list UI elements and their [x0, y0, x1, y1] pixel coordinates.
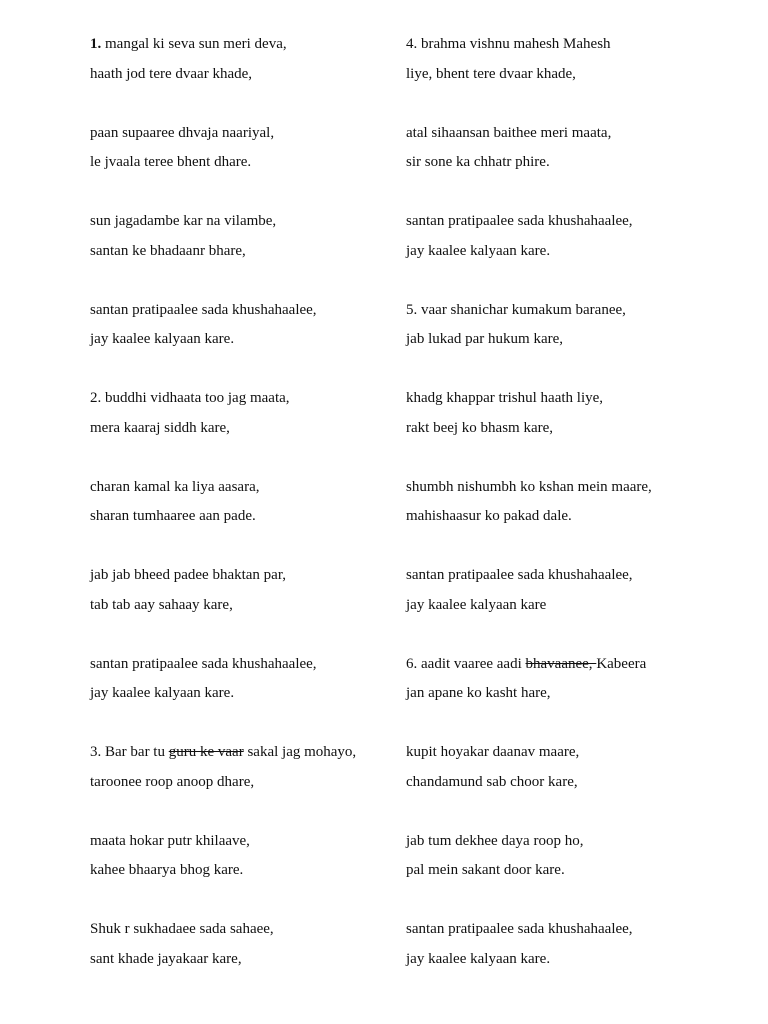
verse-line: pal mein sakant door kare. — [406, 862, 565, 878]
stanza — [406, 827, 736, 886]
verse-text: 6. aadit vaaree aadi — [406, 655, 526, 672]
verse-text: mangal ki seva sun meri deva, — [101, 36, 287, 52]
verse-line: sun jagadambe kar na vilambe, — [90, 213, 277, 229]
stanza — [90, 473, 390, 532]
stanza — [90, 650, 390, 709]
verse-line: shumbh nishumbh ko kshan mein maare, — [406, 478, 652, 495]
left-column — [90, 30, 390, 1004]
verse-line: jay kaalee kalyaan kare. — [90, 331, 235, 347]
stanza — [406, 561, 736, 620]
verse-line: 2. buddhi vidhaata too jag maata, — [90, 390, 290, 406]
right-column — [406, 30, 736, 1004]
stanza — [90, 207, 390, 266]
verse-number: 1. — [90, 36, 102, 52]
verse-line: atal sihaansan baithee meri maata, — [406, 124, 612, 141]
stanza — [406, 207, 736, 266]
verse-line: jay kaalee kalyaan kare — [406, 596, 547, 613]
verse-line: sharan tumhaaree aan pade. — [90, 508, 256, 524]
stanza — [90, 384, 390, 443]
struck-text: bhavaanee, — [525, 655, 597, 672]
verse-line: 4. brahma vishnu mahesh Mahesh — [406, 36, 611, 52]
verse-line: santan pratipaalee sada khushahaalee, — [406, 213, 633, 229]
struck-text: guru ke vaar — [168, 744, 244, 760]
verse-line — [90, 738, 390, 768]
verse-line: kahee bhaarya bhog kare. — [90, 862, 244, 878]
verse-line: mahishaasur ko pakad dale. — [406, 508, 572, 524]
stanza — [90, 827, 390, 886]
stanza — [406, 738, 736, 797]
verse-line: jay kaalee kalyaan kare. — [406, 242, 551, 259]
verse-line: Shuk r sukhadaee sada sahaee, — [90, 921, 274, 937]
verse-line: jay kaalee kalyaan kare. — [90, 685, 235, 701]
verse-line: maata hokar putr khilaave, — [90, 832, 250, 849]
stanza — [406, 119, 736, 178]
stanza — [406, 384, 736, 443]
verse-line: rakt beej ko bhasm kare, — [406, 419, 554, 436]
stanza — [90, 30, 390, 89]
stanza — [406, 296, 736, 355]
verse-line: jan apane ko kasht hare, — [406, 685, 551, 701]
verse-line: jab tum dekhee daya roop ho, — [406, 832, 584, 849]
verse-text: 3. Bar bar tu — [90, 744, 169, 760]
verse-line: taroonee roop anoop dhare, — [90, 773, 255, 790]
verse-line: mera kaaraj siddh kare, — [90, 419, 230, 436]
stanza — [90, 119, 390, 178]
verse-line: santan pratipaalee sada khushahaalee, — [406, 567, 633, 583]
verse-line: santan pratipaalee sada khushahaalee, — [90, 655, 317, 672]
verse-line: jay kaalee kalyaan kare. — [406, 950, 551, 967]
verse-line: santan ke bhadaanr bhare, — [90, 242, 246, 259]
verse-text: Kabeera — [596, 655, 647, 672]
verse-line: kupit hoyakar daanav maare, — [406, 744, 580, 760]
verse-line: paan supaaree dhvaja naariyal, — [90, 124, 275, 141]
verse-line: sant khade jayakaar kare, — [90, 950, 242, 967]
verse-line: le jvaala teree bhent dhare. — [90, 154, 252, 170]
verse-line: charan kamal ka liya aasara, — [90, 478, 260, 495]
stanza — [406, 30, 736, 89]
stanza — [406, 473, 736, 532]
stanza — [90, 296, 390, 355]
verse-line: chandamund sab choor kare, — [406, 773, 578, 790]
verse-line: khadg khappar trishul haath liye, — [406, 390, 604, 406]
verse-line: liye, bhent tere dvaar khade, — [406, 65, 576, 82]
verse-text: sakal jag mohayo, — [243, 744, 357, 760]
verse-line: haath jod tere dvaar khade, — [90, 65, 253, 82]
stanza — [90, 915, 390, 974]
stanza — [90, 561, 390, 620]
verse-line: santan pratipaalee sada khushahaalee, — [406, 921, 633, 937]
verse-line — [90, 30, 390, 60]
stanza — [406, 650, 736, 709]
verse-line: jab lukad par hukum kare, — [406, 331, 564, 347]
verse-line: santan pratipaalee sada khushahaalee, — [90, 301, 317, 318]
stanza — [90, 738, 390, 797]
verse-line: tab tab aay sahaay kare, — [90, 596, 233, 613]
verse-line — [406, 650, 736, 680]
verse-line: jab jab bheed padee bhaktan par, — [90, 567, 286, 583]
stanza — [406, 915, 736, 974]
verse-line: 5. vaar shanichar kumakum baranee, — [406, 301, 626, 318]
verse-line: sir sone ka chhatr phire. — [406, 154, 550, 170]
